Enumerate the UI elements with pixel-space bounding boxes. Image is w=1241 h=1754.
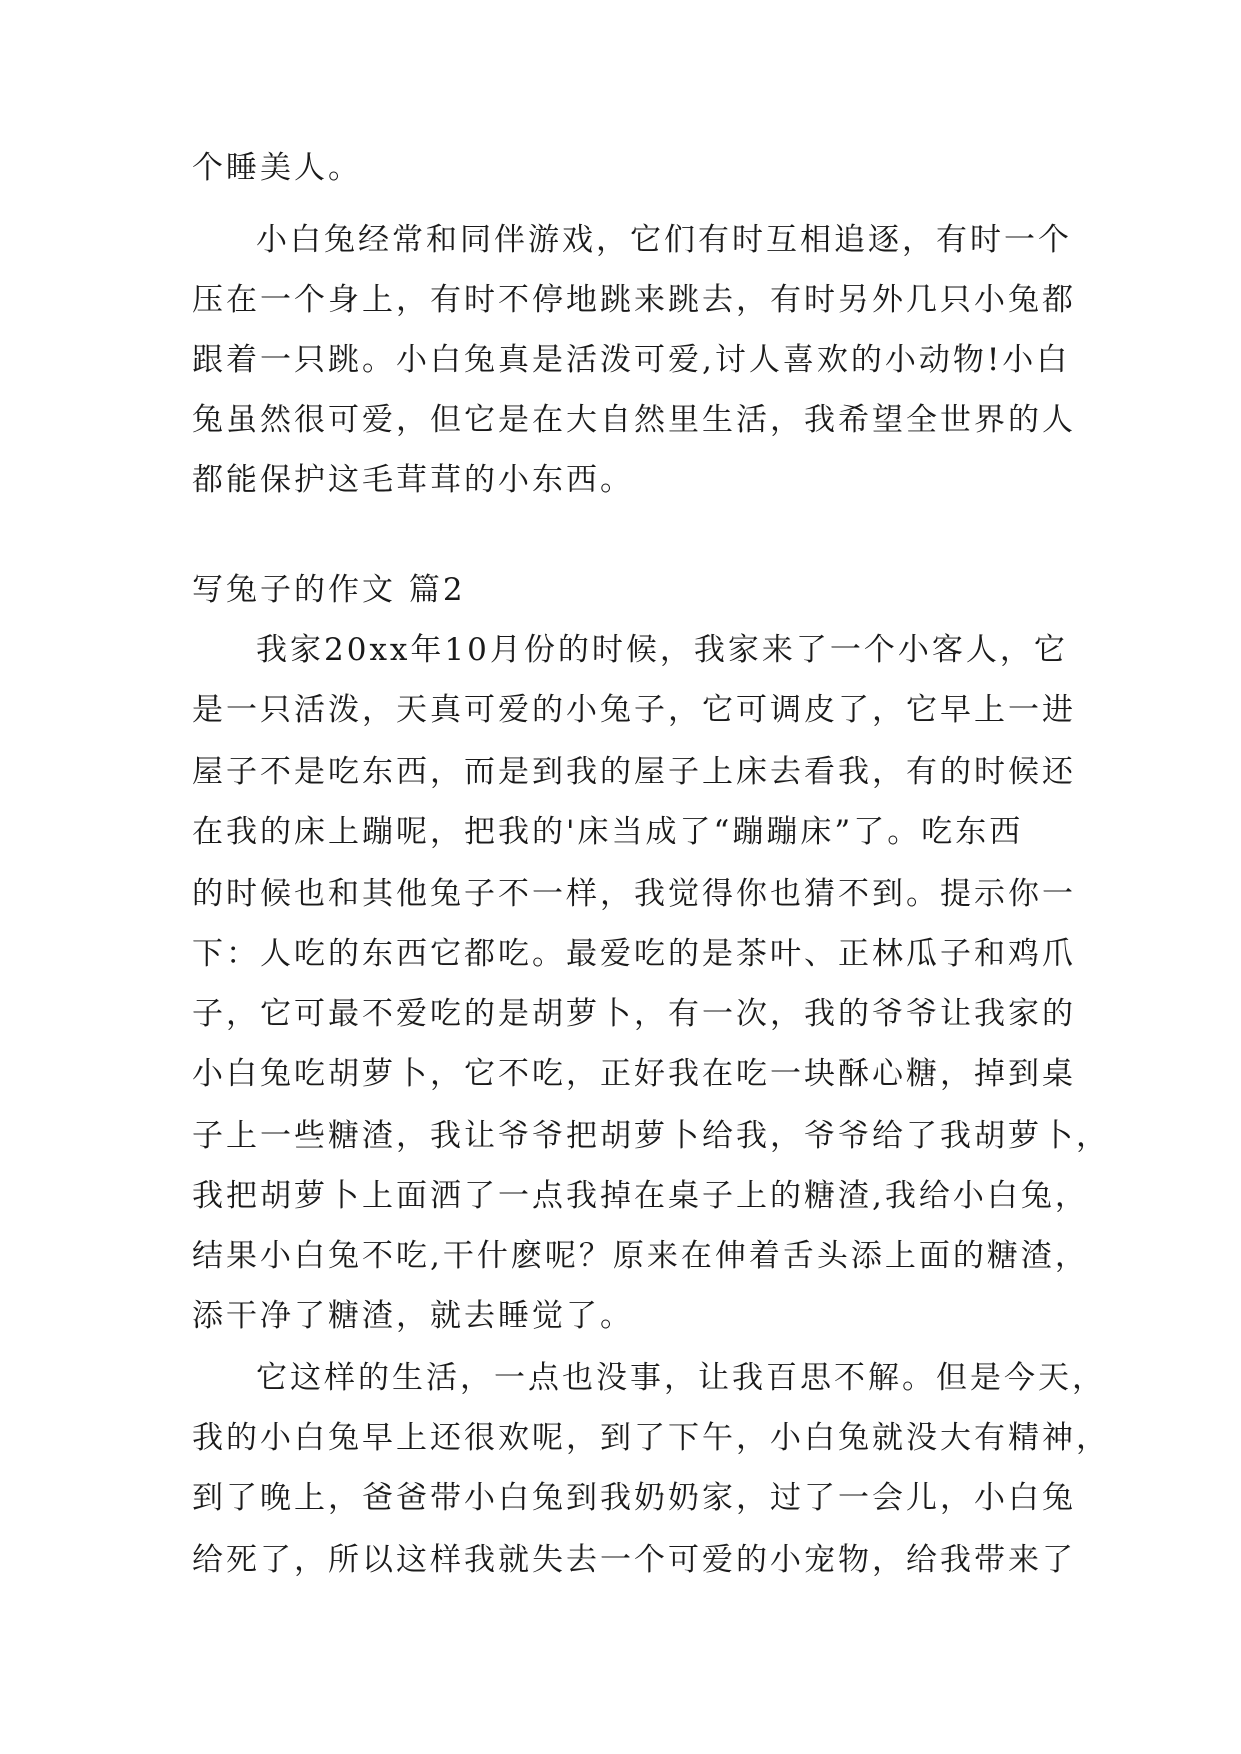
paragraph-line: 都能保护这毛茸茸的小东西。 — [192, 462, 634, 498]
paragraph-line: 我家20xx年10月份的时候，我家来了一个小客人，它 — [256, 632, 1068, 668]
paragraph-line: 跟着一只跳。小白兔真是活泼可爱,讨人喜欢的小动物!小白 — [192, 342, 1071, 378]
section-heading: 写兔子的作文 篇2 — [192, 572, 466, 608]
paragraph-line: 是一只活泼，天真可爱的小兔子，它可调皮了，它早上一进 — [192, 692, 1076, 728]
paragraph-line: 在我的床上蹦呢，把我的'床当成了“蹦蹦床”了。吃东西 — [192, 814, 1024, 850]
paragraph-line: 我的小白兔早上还很欢呢，到了下午，小白兔就没大有精神， — [192, 1420, 1110, 1456]
paragraph-line: 它这样的生活，一点也没事，让我百思不解。但是今天， — [256, 1360, 1106, 1396]
paragraph-line: 给死了，所以这样我就失去一个可爱的小宠物，给我带来了 — [192, 1542, 1076, 1578]
paragraph-line: 添干净了糖渣，就去睡觉了。 — [192, 1298, 634, 1334]
paragraph-line: 下：人吃的东西它都吃。最爱吃的是茶叶、正林瓜子和鸡爪 — [192, 936, 1076, 972]
paragraph-line: 子，它可最不爱吃的是胡萝卜，有一次，我的爷爷让我家的 — [192, 996, 1076, 1032]
paragraph-line: 小白兔经常和同伴游戏，它们有时互相追逐，有时一个 — [256, 222, 1072, 258]
paragraph-line: 子上一些糖渣，我让爷爷把胡萝卜给我，爷爷给了我胡萝卜， — [192, 1118, 1110, 1154]
paragraph-line: 结果小白兔不吃,干什麽呢？原来在伸着舌头添上面的糖渣， — [192, 1238, 1089, 1274]
paragraph-line: 小白兔吃胡萝卜，它不吃，正好我在吃一块酥心糖，掉到桌 — [192, 1056, 1076, 1092]
paragraph-line: 的时候也和其他兔子不一样，我觉得你也猜不到。提示你一 — [192, 876, 1076, 912]
paragraph-line: 个睡美人。 — [192, 150, 362, 186]
paragraph-line: 屋子不是吃东西，而是到我的屋子上床去看我，有的时候还 — [192, 754, 1076, 790]
paragraph-line: 我把胡萝卜上面洒了一点我掉在桌子上的糖渣,我给小白兔， — [192, 1178, 1089, 1214]
paragraph-line: 到了晚上，爸爸带小白兔到我奶奶家，过了一会儿，小白兔 — [192, 1480, 1076, 1516]
paragraph-line: 压在一个身上，有时不停地跳来跳去，有时另外几只小兔都 — [192, 282, 1076, 318]
paragraph-line: 兔虽然很可爱，但它是在大自然里生活，我希望全世界的人 — [192, 402, 1076, 438]
